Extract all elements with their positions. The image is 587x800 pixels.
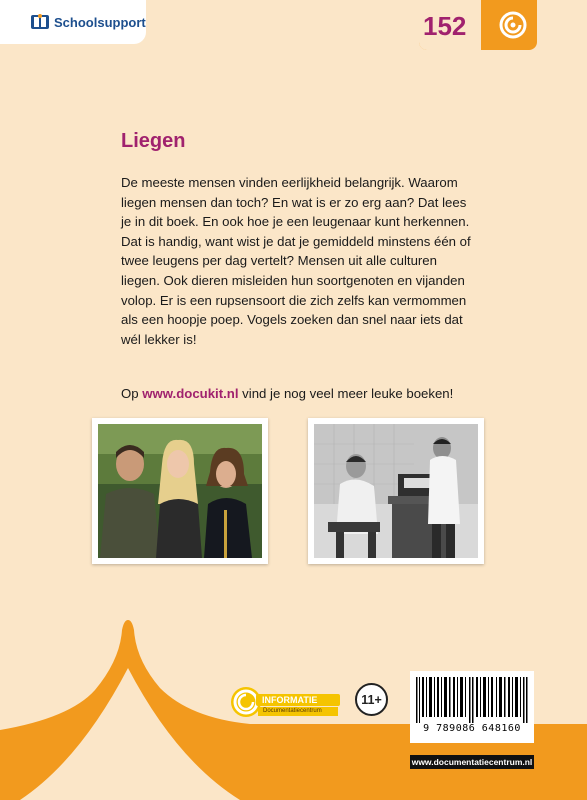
publisher-logo <box>0 0 146 44</box>
blurb-text: De meeste mensen vinden eerlijkheid belangrijk. Waarom liegen mensen dan toch? En wat is er zo erg aan? Dat lees je in dit boek. En ook hoe je een leugenaar kunt herkennen. Dat is handig, want wist je dat je gemiddeld minstens één of twee leugens per dag vertelt? Mensen uit alle culturen liegen. Ook dieren misleiden hun soortgenoten en vijanden volop. Er is een rupsensoort die zich zelfs kan vermommen als een hoopje poep. Vogels zoeken dan snel naar iets dat wél lekker is! <box>121 175 471 347</box>
promo-line <box>121 386 453 401</box>
book-title: Liegen <box>121 130 186 152</box>
isbn: 9 789086 648160 <box>423 723 521 734</box>
brand-name: Schoolsupport <box>54 14 146 30</box>
promo-suffix: vind je nog veel meer leuke boeken! <box>238 386 454 401</box>
promo-prefix: Op <box>121 386 143 401</box>
category-label: INFORMATIE <box>262 695 318 705</box>
book-icon <box>30 12 50 32</box>
barcode <box>410 671 534 743</box>
category-logo <box>230 682 340 722</box>
age-badge: 11+ <box>355 683 388 716</box>
swirl-icon <box>499 11 527 39</box>
series-number: 152 <box>423 11 467 41</box>
footer-website: www.documentatiecentrum.nl <box>411 757 533 767</box>
photo-lie-detector <box>308 418 484 564</box>
series-badge <box>419 0 537 50</box>
category-sub: Documentatiecentrum <box>263 708 322 714</box>
website-link[interactable]: www.docukit.nl <box>142 386 239 401</box>
blurb <box>121 173 471 349</box>
photo-people <box>92 418 268 564</box>
barcode-bars <box>416 677 528 723</box>
